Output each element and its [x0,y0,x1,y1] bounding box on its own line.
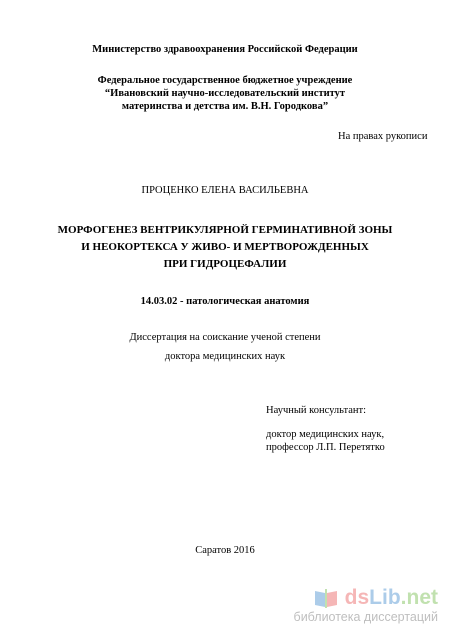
book-icon [313,587,339,609]
dslib-logo [345,586,438,610]
manuscript-note: На правах рукописи [338,131,428,142]
logo-net: .net [400,586,438,609]
title-line-3: ПРИ ГИДРОЦЕФАЛИИ [163,258,287,270]
author-name: ПРОЦЕНКО ЕЛЕНА ВАСИЛЬЕВНА [141,185,309,196]
logo-ds: ds [344,586,370,609]
institution-line-2: “Ивановский научно-исследовательский институт [104,88,346,99]
degree-line-2: доктора медицинских наук [164,351,286,362]
title-line-2: И НЕОКОРТЕКСА У ЖИВО- И МЕРТВОРОЖДЕННЫХ [81,241,369,253]
logo-lib: Lib [369,586,401,609]
institution-line-1: Федеральное государственное бюджетное учреждение [97,75,353,86]
consultant-name: профессор Л.П. Перетятко [266,442,385,453]
institution-line-3: материнства и детства им. В.Н. Городкова” [121,101,329,112]
degree-line-1: Диссертация на соискание ученой степени [129,332,321,343]
ministry-line: Министерство здравоохранения Российской Федерации [92,44,358,55]
title-line-1: МОРФОГЕНЕЗ ВЕНТРИКУЛЯРНОЙ ГЕРМИНАТИВНОЙ ЗОНЫ [57,224,393,236]
city-year: Саратов 2016 [195,545,255,556]
dslib-watermark [294,586,438,625]
specialty-line: 14.03.02 - патологическая анатомия [140,296,310,307]
watermark-subtitle: библиотека диссертаций [293,610,438,624]
consultant-degree: доктор медицинских наук, [266,429,385,440]
consultant-label: Научный консультант: [266,405,367,416]
